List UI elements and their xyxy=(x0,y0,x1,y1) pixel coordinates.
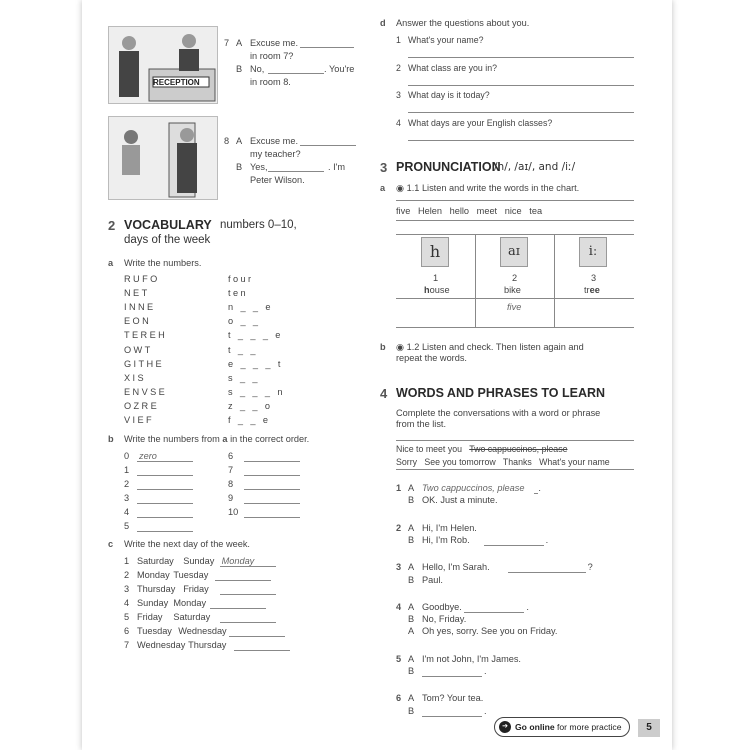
answer-blank[interactable] xyxy=(464,612,524,613)
scramble-answer[interactable]: e _ _ _ t xyxy=(228,358,283,369)
day-first: Monday xyxy=(137,570,170,580)
pron-word-list: five Helen hello meet nice tea xyxy=(396,206,543,216)
ex8-b-text1: Yes, xyxy=(250,162,268,172)
answer-blank[interactable] xyxy=(422,676,482,677)
vocab-c-text: Write the next day of the week. xyxy=(124,539,250,549)
scramble-answer[interactable]: o _ _ xyxy=(228,316,261,327)
workbook-page xyxy=(82,0,672,750)
day-number: 1 xyxy=(124,556,130,566)
line-end: . xyxy=(545,534,549,545)
word-option-used: Two cappuccinos, please xyxy=(469,444,568,454)
line-text: Oh yes, sorry. See you on Friday. xyxy=(422,626,558,637)
line-text: I'm not John, I'm James. xyxy=(422,653,521,664)
day-answer: Monday xyxy=(221,556,255,566)
answer-blank[interactable] xyxy=(508,572,586,573)
order-number: 4 xyxy=(124,507,130,517)
scramble-word: XIS xyxy=(124,372,147,383)
words-number: 4 xyxy=(380,386,388,401)
vocab-b-bold: a xyxy=(222,434,228,444)
scramble-answer[interactable]: t _ _ xyxy=(228,344,258,355)
order-blank[interactable] xyxy=(244,517,300,518)
pron-a-text: Listen and write the words in the chart. xyxy=(421,183,580,193)
reception-sign: RECEPTION xyxy=(153,78,200,87)
day-number: 3 xyxy=(124,584,130,594)
word-option: Nice to meet you xyxy=(396,444,463,454)
speaker-label: A xyxy=(408,693,415,704)
day-blank[interactable] xyxy=(234,650,290,651)
go-online-rest: for more practice xyxy=(557,722,622,732)
order-number: 10 xyxy=(228,507,239,517)
order-blank[interactable] xyxy=(244,503,300,504)
question-text: What class are you in? xyxy=(408,62,497,73)
words-intro2: from the list. xyxy=(396,419,447,429)
vocab-c-label: c xyxy=(108,539,114,549)
order-blank[interactable] xyxy=(137,503,193,504)
speaker-label: B xyxy=(408,666,415,676)
line-end: ? xyxy=(587,562,593,573)
chart-col3-num: 3 xyxy=(591,273,597,283)
audio-icon[interactable]: ◉ xyxy=(396,342,405,353)
day-first: Friday xyxy=(137,612,163,622)
speaker-label: B xyxy=(408,574,415,585)
ex7-a-text1: Excuse me. xyxy=(250,38,298,48)
conversation-number: 6 xyxy=(396,693,402,704)
ex8-b-text2: . I'm xyxy=(328,162,346,172)
reception-people-icon xyxy=(109,27,217,103)
question-number: 3 xyxy=(396,90,401,100)
day-first: Thursday xyxy=(137,584,176,594)
line-text: Hi, I'm Rob. xyxy=(422,534,470,545)
answer-line[interactable] xyxy=(408,85,634,86)
speaker-label: B xyxy=(408,705,415,716)
day-second: Monday xyxy=(173,598,207,608)
go-online-button[interactable] xyxy=(494,717,630,737)
line-end: . xyxy=(526,601,529,612)
scramble-word: OWT xyxy=(124,344,153,355)
ex7-b-text1: No, xyxy=(250,64,265,74)
order-number: 1 xyxy=(124,465,130,475)
order-blank[interactable] xyxy=(137,475,193,476)
line-text: Paul. xyxy=(422,574,443,585)
day-blank[interactable] xyxy=(229,636,285,637)
pron-b-text1: Listen and check. Then listen again and xyxy=(421,342,584,352)
day-first: Sunday xyxy=(137,598,169,608)
pron-number: 3 xyxy=(380,160,388,175)
scramble-word: OZRE xyxy=(124,400,160,411)
line-end: . xyxy=(484,666,487,676)
vocab-a-label: a xyxy=(108,258,114,268)
order-answer: zero xyxy=(139,451,157,461)
order-number: 6 xyxy=(228,451,234,461)
scramble-answer[interactable]: s _ _ xyxy=(228,372,260,383)
scramble-word: NET xyxy=(124,288,150,299)
ex7-b-blank[interactable] xyxy=(268,73,324,74)
ex8-number: 8 xyxy=(224,136,230,146)
line-text: Two cappuccinos, please xyxy=(422,483,525,493)
chart-filled-answer: five xyxy=(507,302,522,312)
pron-b-track: 1.2 xyxy=(406,342,420,352)
conversation-number: 5 xyxy=(396,653,402,664)
vocab-a-text: Write the numbers. xyxy=(124,258,202,268)
ex8-a-text1: Excuse me. xyxy=(250,136,298,146)
speaker-label: A xyxy=(408,601,415,612)
day-blank[interactable] xyxy=(220,566,276,567)
ex7-b-text2: . You're xyxy=(324,64,355,74)
answer-line[interactable] xyxy=(408,140,634,141)
day-number: 4 xyxy=(124,598,130,608)
day-second: Thursday xyxy=(188,640,227,650)
scramble-answer[interactable]: s _ _ _ n xyxy=(228,386,285,397)
line-text: OK. Just a minute. xyxy=(422,495,498,506)
order-number: 8 xyxy=(228,479,234,489)
scramble-answer[interactable]: ten xyxy=(228,288,248,299)
vocab-b-text1: Write the numbers from xyxy=(124,434,220,444)
scramble-word: RUFO xyxy=(124,274,160,284)
ai-sound-icon: aɪ xyxy=(500,237,528,267)
answer-blank[interactable] xyxy=(534,493,538,494)
chart-col3-word: tree xyxy=(584,285,600,295)
order-number: 7 xyxy=(228,465,234,475)
speaker-label: B xyxy=(408,614,415,625)
scramble-answer[interactable]: four xyxy=(228,274,254,284)
pron-a-audio[interactable] xyxy=(396,183,579,194)
line-text: Hi, I'm Helen. xyxy=(422,522,477,533)
question-text: What days are your English classes? xyxy=(408,117,553,128)
pron-b-text2: repeat the words. xyxy=(396,353,467,363)
order-blank[interactable] xyxy=(137,461,193,462)
vocab-number: 2 xyxy=(108,218,116,233)
vocab-title-rest: numbers 0–10, xyxy=(220,219,297,231)
pron-b-label: b xyxy=(380,342,386,352)
pron-a-label: a xyxy=(380,183,386,193)
chart-col2-num: 2 xyxy=(512,273,518,283)
words-list-line2: Sorry See you tomorrow Thanks What's your name xyxy=(396,457,610,467)
pron-a-track: 1.1 xyxy=(406,183,420,193)
answer-line[interactable] xyxy=(408,57,634,58)
ex8-a-text2: my teacher? xyxy=(250,149,301,159)
day-number: 5 xyxy=(124,612,130,622)
chart-col1-word: house xyxy=(424,285,450,295)
speaker-label: A xyxy=(408,653,415,664)
reception-illustration xyxy=(108,26,218,104)
scramble-answer[interactable]: z _ _ o xyxy=(228,400,273,411)
chart-col2-word: bike xyxy=(504,285,521,295)
h-sound-icon: h xyxy=(421,237,449,267)
day-first: Tuesday xyxy=(137,626,172,636)
question-text: What's your name? xyxy=(408,35,484,45)
ex7-b-label: B xyxy=(236,64,243,74)
ex7-b-text3: in room 8. xyxy=(250,77,291,87)
order-number: 5 xyxy=(124,521,130,531)
ex7-a-label: A xyxy=(236,38,243,48)
conversation-number: 3 xyxy=(396,562,402,573)
speaker-label: A xyxy=(408,483,415,493)
scramble-word: TEREH xyxy=(124,330,168,341)
words-title: WORDS AND PHRASES TO LEARN xyxy=(396,386,606,400)
pron-sounds: /h/, /aɪ/, and /iː/ xyxy=(494,161,576,173)
speaker-label: A xyxy=(408,522,415,533)
ex7-a-text2: in room 7? xyxy=(250,51,294,61)
order-blank[interactable] xyxy=(244,489,300,490)
scramble-word: GITHE xyxy=(124,358,165,369)
day-number: 2 xyxy=(124,570,130,580)
d-label: d xyxy=(380,18,386,28)
teacher-illustration xyxy=(108,116,218,200)
question-number: 4 xyxy=(396,117,401,128)
words-intro1: Complete the conversations with a word or phrase xyxy=(396,408,601,418)
speaker-label: B xyxy=(408,495,415,506)
vocab-b-label: b xyxy=(108,434,114,444)
pron-b-audio[interactable] xyxy=(396,342,584,353)
pron-title: PRONUNCIATION xyxy=(396,160,501,174)
vocab-title: VOCABULARY xyxy=(124,218,212,232)
ex8-a-blank[interactable] xyxy=(300,145,356,146)
line-text: Hello, I'm Sarah. xyxy=(422,562,490,573)
day-second: Sunday xyxy=(183,556,215,566)
day-blank[interactable] xyxy=(220,594,276,595)
pronunciation-chart xyxy=(396,234,634,328)
day-blank[interactable] xyxy=(215,580,271,581)
day-second: Saturday xyxy=(173,612,211,622)
go-online-bold: Go online xyxy=(515,722,555,732)
order-blank[interactable] xyxy=(244,475,300,476)
answer-line[interactable] xyxy=(408,112,634,113)
page-number: 5 xyxy=(638,719,660,737)
order-blank[interactable] xyxy=(137,489,193,490)
day-number: 6 xyxy=(124,626,130,636)
order-blank[interactable] xyxy=(137,531,193,532)
words-list-line1 xyxy=(396,444,568,454)
order-number: 0 xyxy=(124,451,130,461)
ex8-b-label: B xyxy=(236,162,243,172)
scramble-word: VIEF xyxy=(124,415,155,425)
scramble-word: EON xyxy=(124,316,152,327)
teacher-student-icon xyxy=(109,117,217,199)
day-blank[interactable] xyxy=(210,608,266,609)
scramble-answer[interactable]: n _ _ e xyxy=(228,302,273,313)
day-first: Wednesday xyxy=(137,640,186,650)
answer-blank[interactable] xyxy=(484,545,544,546)
question-number: 2 xyxy=(396,62,401,73)
line-end: . xyxy=(538,483,541,493)
ex7-a-blank[interactable] xyxy=(300,47,354,48)
speaker-label: B xyxy=(408,534,415,545)
ex8-b-text3: Peter Wilson. xyxy=(250,175,305,185)
line-end: . xyxy=(484,705,487,716)
day-second: Tuesday xyxy=(173,570,209,580)
ex8-a-label: A xyxy=(236,136,243,146)
line-text: Tom? Your tea. xyxy=(422,693,484,704)
day-second: Friday xyxy=(183,584,209,594)
ex8-b-blank[interactable] xyxy=(268,171,324,172)
speaker-label: A xyxy=(408,562,415,573)
vocab-b-text xyxy=(124,434,309,444)
day-number: 7 xyxy=(124,640,130,650)
ee-sound-icon: iː xyxy=(579,237,607,267)
answer-blank[interactable] xyxy=(422,716,482,717)
arrow-icon: ➔ xyxy=(499,721,511,733)
audio-icon[interactable]: ◉ xyxy=(396,183,405,194)
order-number: 3 xyxy=(124,493,130,503)
scramble-answer[interactable]: t _ _ _ e xyxy=(228,330,283,341)
line-text: Goodbye. xyxy=(422,601,462,612)
order-number: 2 xyxy=(124,479,130,489)
question-text: What day is it today? xyxy=(408,90,490,100)
vocab-b-text2: in the correct order. xyxy=(230,434,310,444)
order-blank[interactable] xyxy=(244,461,300,462)
day-blank[interactable] xyxy=(220,622,276,623)
d-text: Answer the questions about you. xyxy=(396,18,530,28)
conversation-number: 4 xyxy=(396,601,402,612)
order-blank[interactable] xyxy=(137,517,193,518)
line-text: No, Friday. xyxy=(422,614,467,625)
scramble-word: ENVSE xyxy=(124,386,168,397)
scramble-word: INNE xyxy=(124,302,156,313)
question-number: 1 xyxy=(396,35,401,45)
vocab-subtitle: days of the week xyxy=(124,234,211,246)
conversation-number: 1 xyxy=(396,483,402,493)
day-second: Wednesday xyxy=(178,626,227,636)
ex7-number: 7 xyxy=(224,38,230,48)
chart-col1-num: 1 xyxy=(433,273,439,283)
speaker-label: A xyxy=(408,626,415,637)
conversation-number: 2 xyxy=(396,522,402,533)
order-number: 9 xyxy=(228,493,234,503)
scramble-answer[interactable]: f _ _ e xyxy=(228,415,271,425)
day-first: Saturday xyxy=(137,556,174,566)
